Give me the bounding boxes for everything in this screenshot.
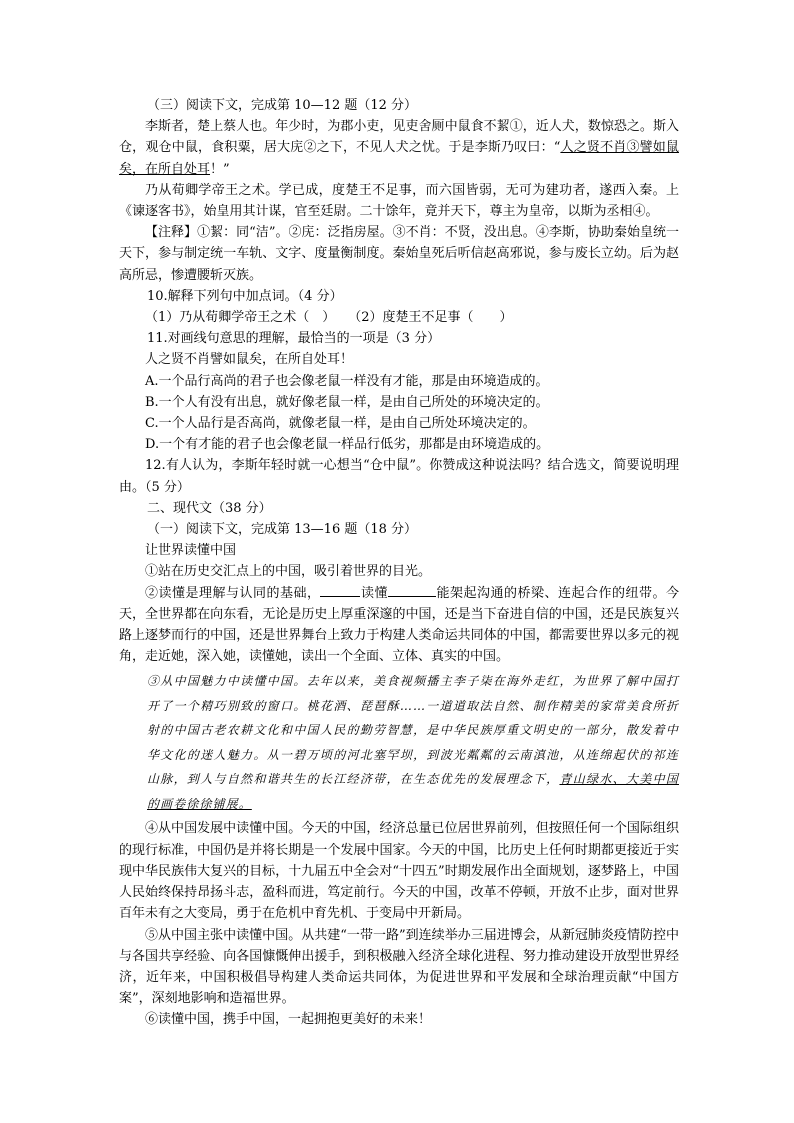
option-a: A.一个品行高尚的君子也会像老鼠一样没有才能，那是由环境造成的。 [145, 373, 549, 389]
section-3-heading: （三）阅读下文，完成第 10—12 题（12 分） [147, 98, 418, 113]
option-d: D.一个有才能的君子也会像老鼠一样品行低劣，那都是由环境造成的。 [145, 437, 550, 453]
article-text: ②读懂是理解与认同的基础， [145, 585, 321, 601]
article-paragraph-2 [119, 583, 679, 668]
question-10: 10.解释下列句中加点词。（4 分） [147, 288, 343, 304]
option-c: C.一个人品行是否高尚，就像老鼠一样，是由自己所处环境决定的。 [145, 416, 536, 432]
section-modern-1-heading: （一）阅读下文，完成第 13—16 题（18 分） [147, 522, 418, 538]
article-text: 能架起沟通的桥梁、连起合作的纽带。今天，全世界都在向东看，无论是历史上厚重深邃的中国，还是当下奋进自信的中国，还是民族复兴路上逐梦而行的中国，还是世界舞台上致力于构建人类命运共同体的中国，都需要世界以多元的视角，走近她，深入她，读懂她，读出一个全面、立体、真实的中国。 [119, 585, 679, 665]
option-b: B.一个人有没有出息，就好像老鼠一样，是由自己所处的环境决定的。 [145, 394, 549, 410]
fill-blank-2[interactable] [388, 584, 436, 597]
passage-text-end: ！” [210, 161, 230, 177]
question-10-items: （1）乃从荀卿学帝王之术（ ） （2）度楚王不足事（ ） [145, 310, 513, 326]
section-modern-heading: 二、现代文（38 分） [147, 500, 272, 516]
underlined-sentence: 青山绿水、大美中国的画卷徐徐铺展。 [147, 772, 679, 811]
article-paragraph-6: ⑥读懂中国，携手中国，一起拥抱更美好的未来！ [145, 1012, 432, 1028]
article-paragraph-4: ④从中国发展中读懂中国。今天的中国，经济总量已位居世界前列，但按照任何一个国际组织的现行标准，中国仍是并将长期是一个发展中国家。今天的中国，比历史上任何时期都更接近于实现中华民族伟大复兴的目标，十九届五中全会对“十四五”时期发展作出全面规划，逐梦路上，中国人民始终保持昂扬斗志，盈科而进，笃定前行。今天的中国，改革不停顿，开放不止步，面对世界百年未有之大变局，勇于在危机中育先机、于变局中开新局。 [119, 821, 679, 922]
article-title: 让世界读懂中国 [145, 543, 237, 559]
annotation-note: 【注释】①絜：同“洁”。②庑：泛指房屋。③不肖：不贤，没出息。④李斯，协助秦始皇统一天下，参与制定统一车轨、文字、度量衡制度。秦始皇死后听信赵高邪说，参与废长立幼。后为赵高所忌，惨遭腰斩灭族。 [119, 225, 679, 283]
question-11-quote: 人之贤不肖譬如鼠矣，在所自处耳！ [145, 352, 354, 368]
document-page [119, 95, 679, 1031]
fill-blank-1[interactable] [320, 584, 360, 597]
passage-paragraph-1 [119, 116, 679, 180]
article-text: 读懂 [360, 585, 388, 601]
question-11: 11.对画线句意思的理解，最恰当的一项是（3 分） [147, 331, 441, 347]
passage-paragraph-2: 乃从荀卿学帝王之术。学已成，度楚王不足事，而六国皆弱，无可为建功者，遂西入秦。上《谏逐客书》，始皇用其计谋，官至廷尉。二十馀年，竟并天下，尊主为皇帝，以斯为丞相④。 [119, 182, 679, 220]
article-paragraph-1: ①站在历史交汇点上的中国，吸引着世界的目光。 [145, 564, 432, 580]
passage-text: 李斯者，楚上蔡人也。年少时，为郡小吏，见吏舍厕中鼠食不絜①，近人犬，数惊恐之。斯入仓，观仓中鼠，食积粟，居大庑②之下，不见人犬之忧。于是李斯乃叹曰：“ [119, 119, 679, 156]
article-paragraph-5: ⑤从中国主张中读懂中国。从共建“一带一路”到连续举办三届进博会，从新冠肺炎疫情防控中与各国共享经验、向各国慷慨伸出援手，到积极融入经济全球化进程、努力推动建设开放型世界经济，近年来，中国积极倡导构建人类命运共同体，为促进世界和平发展和全球治理贡献“中国方案”，深刻地影响和造福世界。 [119, 927, 679, 1007]
underlined-sentence: 人之贤不肖③譬如鼠矣，在所自处耳 [119, 140, 679, 177]
question-12: 12.有人认为，李斯年轻时就一心想当“仓中鼠”。你赞成这种说法吗？结合选文，简要说明理由。（5 分） [119, 458, 679, 495]
article-text: ③从中国魅力中读懂中国。去年以来，美食视频播主李子柒在海外走红，为世界了解中国打开了一个精巧别致的窗口。桃花酒、琵琶酥……一道道取法自然、制作精美的家常美食所折射的中国古老农耕文化和中国人民的勤劳智慧，是中华民族厚重文明史的一部分，散发着中华文化的迷人魅力。从一碧万顷的河北塞罕坝，到波光粼粼的云南滇池，从连绵起伏的祁连山脉，到人与自然和谐共生的长江经济带，在生态优先的发展理念下， [147, 674, 679, 787]
article-paragraph-3 [119, 669, 679, 816]
